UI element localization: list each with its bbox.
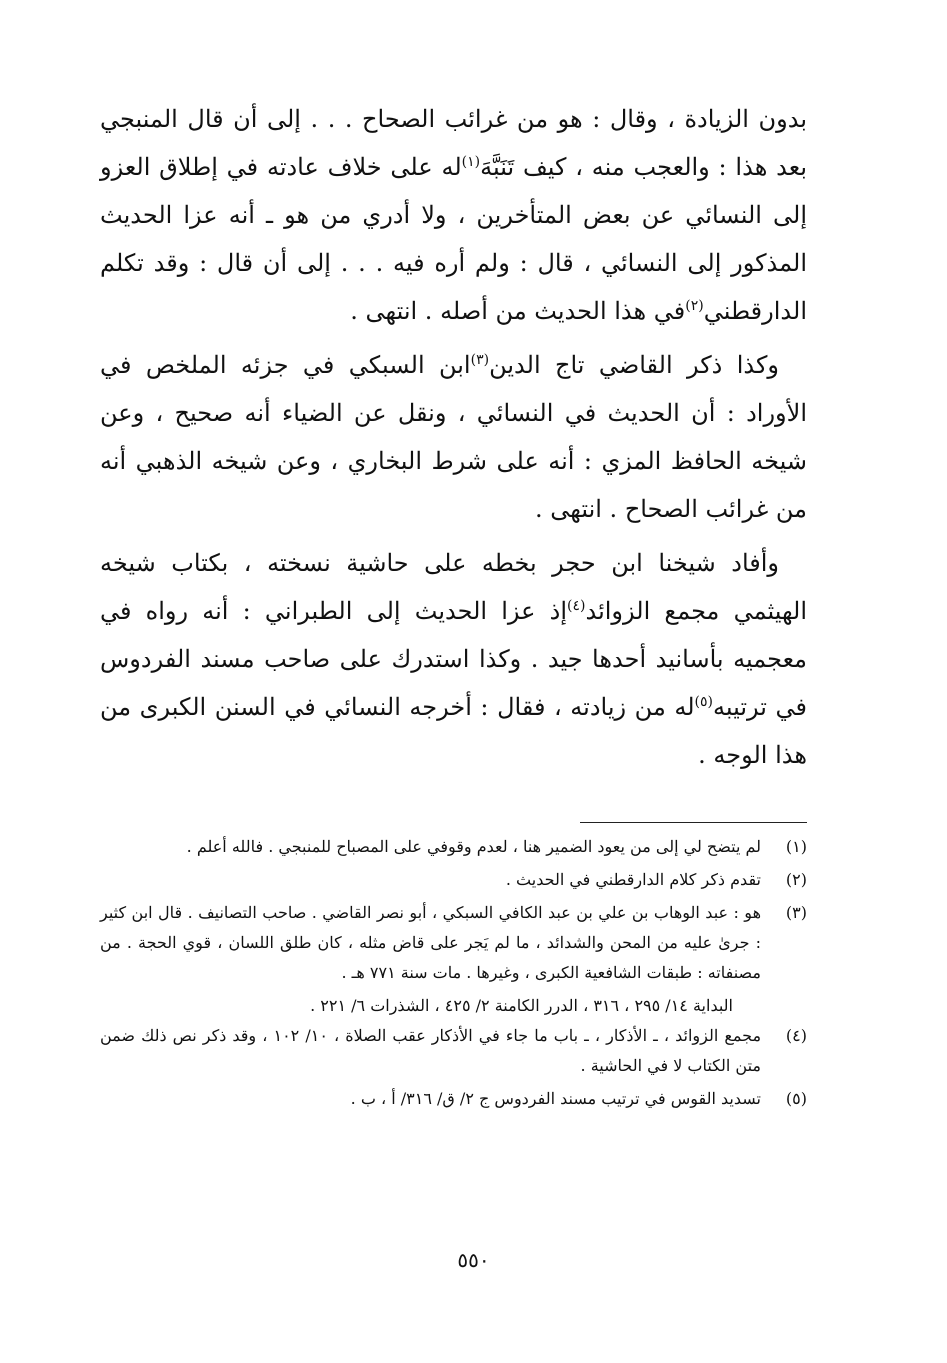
footnote-separator bbox=[580, 822, 807, 823]
footnote-1 bbox=[100, 832, 807, 862]
footnote-3 bbox=[100, 898, 807, 988]
footnote-3-sources: البداية ١٤/ ٢٩٥ ، ٣١٦ ، الدرر الكامنة ٢/ ٤٢٥ ، الشذرات ٦/ ٢٢١ . bbox=[310, 996, 733, 1015]
text-segment: وأفاد شيخنا ابن حجر بخطه على حاشية نسخته ، بكتاب شيخه الهيثمي مجمع الزوائد bbox=[100, 549, 807, 625]
text-segment: له من زيادته ، فقال : أخرجه النسائي في السنن الكبرى من هذا الوجه . bbox=[100, 693, 807, 769]
footnote-5 bbox=[100, 1084, 807, 1114]
footnote-text: تقدم ذكر كلام الدارقطني في الحديث . bbox=[505, 870, 761, 889]
footnote-2 bbox=[100, 865, 807, 895]
footnote-ref-1: (١) bbox=[461, 154, 481, 170]
footnote-text: تسديد القوس في ترتيب مسند الفردوس ج ٢/ ق/ ٣١٦/ أ ، ب . bbox=[350, 1089, 761, 1108]
footnote-text: مجمع الزوائد ، ـ الأذكار ، ـ باب ما جاء في الأذكار عقب الصلاة ، ١٠/ ١٠٢ ، وقد ذكر نص ذلك ضمن متن الكتاب لا في الحاشية . bbox=[100, 1026, 762, 1075]
footnote-number: (٤) bbox=[785, 1026, 807, 1045]
paragraph-3 bbox=[100, 539, 807, 779]
main-text bbox=[100, 95, 807, 785]
footnote-number: (١) bbox=[785, 837, 807, 856]
text-segment: بدون الزيادة ، وقال : هو من غرائب الصحاح . . . إلى أن قال المنبجي بعد هذا : والعجب منه ، كيف تَنَبَّهَ bbox=[100, 105, 807, 181]
paragraph-2 bbox=[100, 341, 807, 533]
footnotes bbox=[100, 832, 807, 1117]
page-number: ٥٥٠ bbox=[457, 1248, 490, 1272]
footnote-ref-5: (٥) bbox=[694, 694, 714, 710]
text-segment: ابن السبكي في جزئه الملخص في الأوراد : أن الحديث في النسائي ، ونقل عن الضياء أنه صحيح ، وعن شيخه الحافظ المزي : أنه على شرط البخاري ، وعن شيخه الذهبي أنه من غرائب الصحاح . انتهى . bbox=[100, 351, 807, 523]
footnote-number: (٥) bbox=[785, 1089, 807, 1108]
footnote-number: (٣) bbox=[785, 903, 807, 922]
footnote-ref-3: (٣) bbox=[470, 352, 490, 368]
text-segment: في هذا الحديث من أصله . انتهى . bbox=[350, 297, 686, 325]
footnote-4 bbox=[100, 1021, 807, 1081]
paragraph-1 bbox=[100, 95, 807, 335]
footnote-number: (٢) bbox=[785, 870, 807, 889]
footnote-ref-2: (٢) bbox=[685, 298, 704, 314]
footnote-text: لم يتضح لي إلى من يعود الضمير هنا ، لعدم وقوفي على المصباح للمنبجي . فالله أعلم . bbox=[186, 837, 761, 856]
text-segment: إذ عزا الحديث إلى الطبراني : أنه رواه في معجميه بأسانيد أحدها جيد . وكذا استدرك على صاحب مسند الفردوس في ترتيبه bbox=[100, 597, 808, 721]
footnote-text: هو : عبد الوهاب بن علي بن عبد الكافي السبكي ، أبو نصر القاضي . صاحب التصانيف . قال ابن كثير : جرىٰ عليه من المحن والشدائد ، ما لم يَجر على قاض مثله ، كان طلق اللسان ، قوي الحجة . من مصنفاته : طبقات الشافعية الكبرى ، وغيرها . مات سنة ٧٧١ هـ . bbox=[100, 903, 761, 982]
text-segment: له على خلاف عادته في إطلاق العزو إلى النسائي عن بعض المتأخرين ، ولا أدري من هو ـ أنه عزا الحديث المذكور إلى النسائي ، قال : ولم أره فيه . . . إلى أن قال : وقد تكلم الدارقطني bbox=[100, 153, 808, 325]
footnote-ref-4: (٤) bbox=[567, 598, 586, 614]
text-segment: وكذا ذكر القاضي تاج الدين bbox=[489, 351, 779, 379]
